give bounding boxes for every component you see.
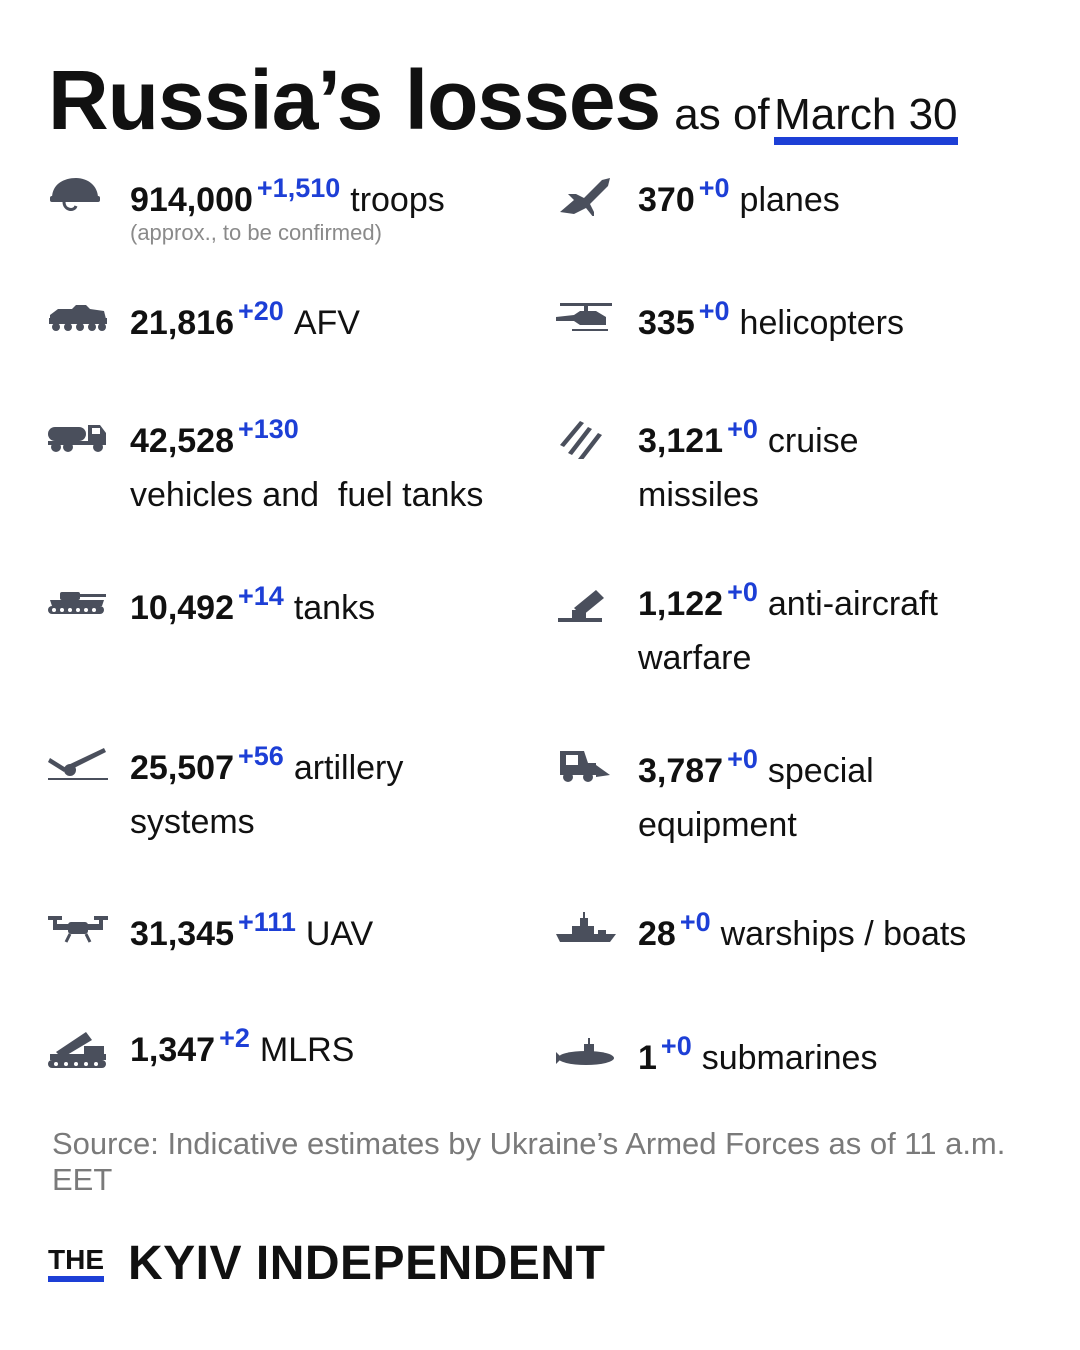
- stat-label: anti-aircraft warfare: [638, 585, 938, 677]
- stat-delta: +111: [238, 907, 296, 937]
- stat-submarines: [554, 1032, 877, 1086]
- stat-tanks: [46, 582, 375, 636]
- stat-delta: +0: [698, 173, 730, 203]
- drone-icon: [46, 908, 110, 948]
- stat-missiles: [554, 415, 954, 521]
- stat-mlrs: [46, 1024, 354, 1078]
- stat-value: 25,507: [130, 749, 234, 787]
- stat-label: MLRS: [259, 1031, 355, 1069]
- stat-delta: +0: [727, 414, 758, 444]
- warship-icon: [554, 908, 618, 948]
- stat-label: planes: [739, 181, 840, 219]
- stat-label: cruise missiles: [638, 422, 859, 514]
- stat-value: 3,787: [638, 752, 724, 790]
- stat-delta: +14: [238, 581, 284, 611]
- mlrs-icon: [46, 1030, 110, 1070]
- stat-troops: [46, 174, 445, 244]
- helmet-icon: [46, 174, 110, 214]
- stat-helicopters: [554, 297, 904, 351]
- bulldozer-icon: [554, 745, 618, 785]
- stat-delta: +0: [727, 577, 758, 607]
- stat-uav: [46, 908, 373, 962]
- brand-name: KYIV INDEPENDENT: [128, 1237, 606, 1290]
- stat-label: artillery systems: [130, 749, 404, 841]
- stat-value: 1,347: [130, 1031, 216, 1069]
- stat-delta: +0: [679, 907, 711, 937]
- stat-delta: +0: [727, 744, 758, 774]
- stat-value: 1: [638, 1039, 657, 1077]
- brand-the: THE: [48, 1246, 104, 1282]
- stat-special-equipment: [554, 745, 954, 851]
- stat-vehicles: [46, 415, 526, 521]
- stat-label: helicopters: [739, 304, 904, 342]
- stat-label: tanks: [293, 589, 376, 627]
- stat-warships: [554, 908, 966, 962]
- stat-label: vehicles and fuel tanks: [130, 476, 484, 514]
- stat-value: 31,345: [130, 915, 234, 953]
- stat-delta: +130: [238, 414, 299, 444]
- page-date: March 30: [774, 93, 957, 145]
- stat-value: 3,121: [638, 422, 724, 460]
- stat-label: UAV: [305, 915, 374, 953]
- fuel-truck-icon: [46, 415, 110, 455]
- stat-value: 42,528: [130, 422, 234, 460]
- stat-value: 28: [638, 915, 676, 953]
- page-subtitle: as of: [674, 90, 770, 139]
- helicopter-icon: [554, 297, 618, 337]
- stat-delta: +0: [660, 1031, 692, 1061]
- stat-label: warships / boats: [720, 915, 967, 953]
- stat-value: 914,000: [130, 181, 253, 219]
- stat-delta: +0: [698, 296, 730, 326]
- stat-value: 1,122: [638, 585, 724, 623]
- plane-icon: [554, 176, 618, 216]
- stat-afv: [46, 297, 360, 351]
- header: [48, 52, 958, 149]
- stat-note: (approx., to be confirmed): [130, 220, 382, 245]
- stat-delta: +20: [238, 296, 284, 326]
- stat-label: troops: [350, 181, 445, 219]
- tank-icon: [46, 582, 110, 622]
- page-title: Russia’s losses: [48, 53, 661, 147]
- stat-label: submarines: [701, 1039, 878, 1077]
- brand-logo: [48, 1236, 605, 1291]
- stat-anti-aircraft: [554, 578, 994, 684]
- source-note: Source: Indicative estimates by Ukraine’s Armed Forces as of 11 a.m. EET: [52, 1126, 1006, 1197]
- stat-artillery: [46, 742, 486, 848]
- stat-delta: +2: [219, 1023, 250, 1053]
- anti-aircraft-icon: [554, 586, 618, 626]
- stat-label: AFV: [293, 304, 360, 342]
- stat-value: 21,816: [130, 304, 234, 342]
- stat-label: special equipment: [638, 752, 874, 844]
- submarine-icon: [554, 1032, 618, 1072]
- stat-delta: +1,510: [256, 173, 341, 203]
- artillery-icon: [46, 742, 110, 782]
- afv-icon: [46, 297, 110, 337]
- stat-delta: +56: [238, 741, 284, 771]
- stat-value: 335: [638, 304, 695, 342]
- stat-value: 370: [638, 181, 695, 219]
- stat-planes: [554, 174, 840, 228]
- stat-value: 10,492: [130, 589, 234, 627]
- missile-icon: [554, 419, 618, 459]
